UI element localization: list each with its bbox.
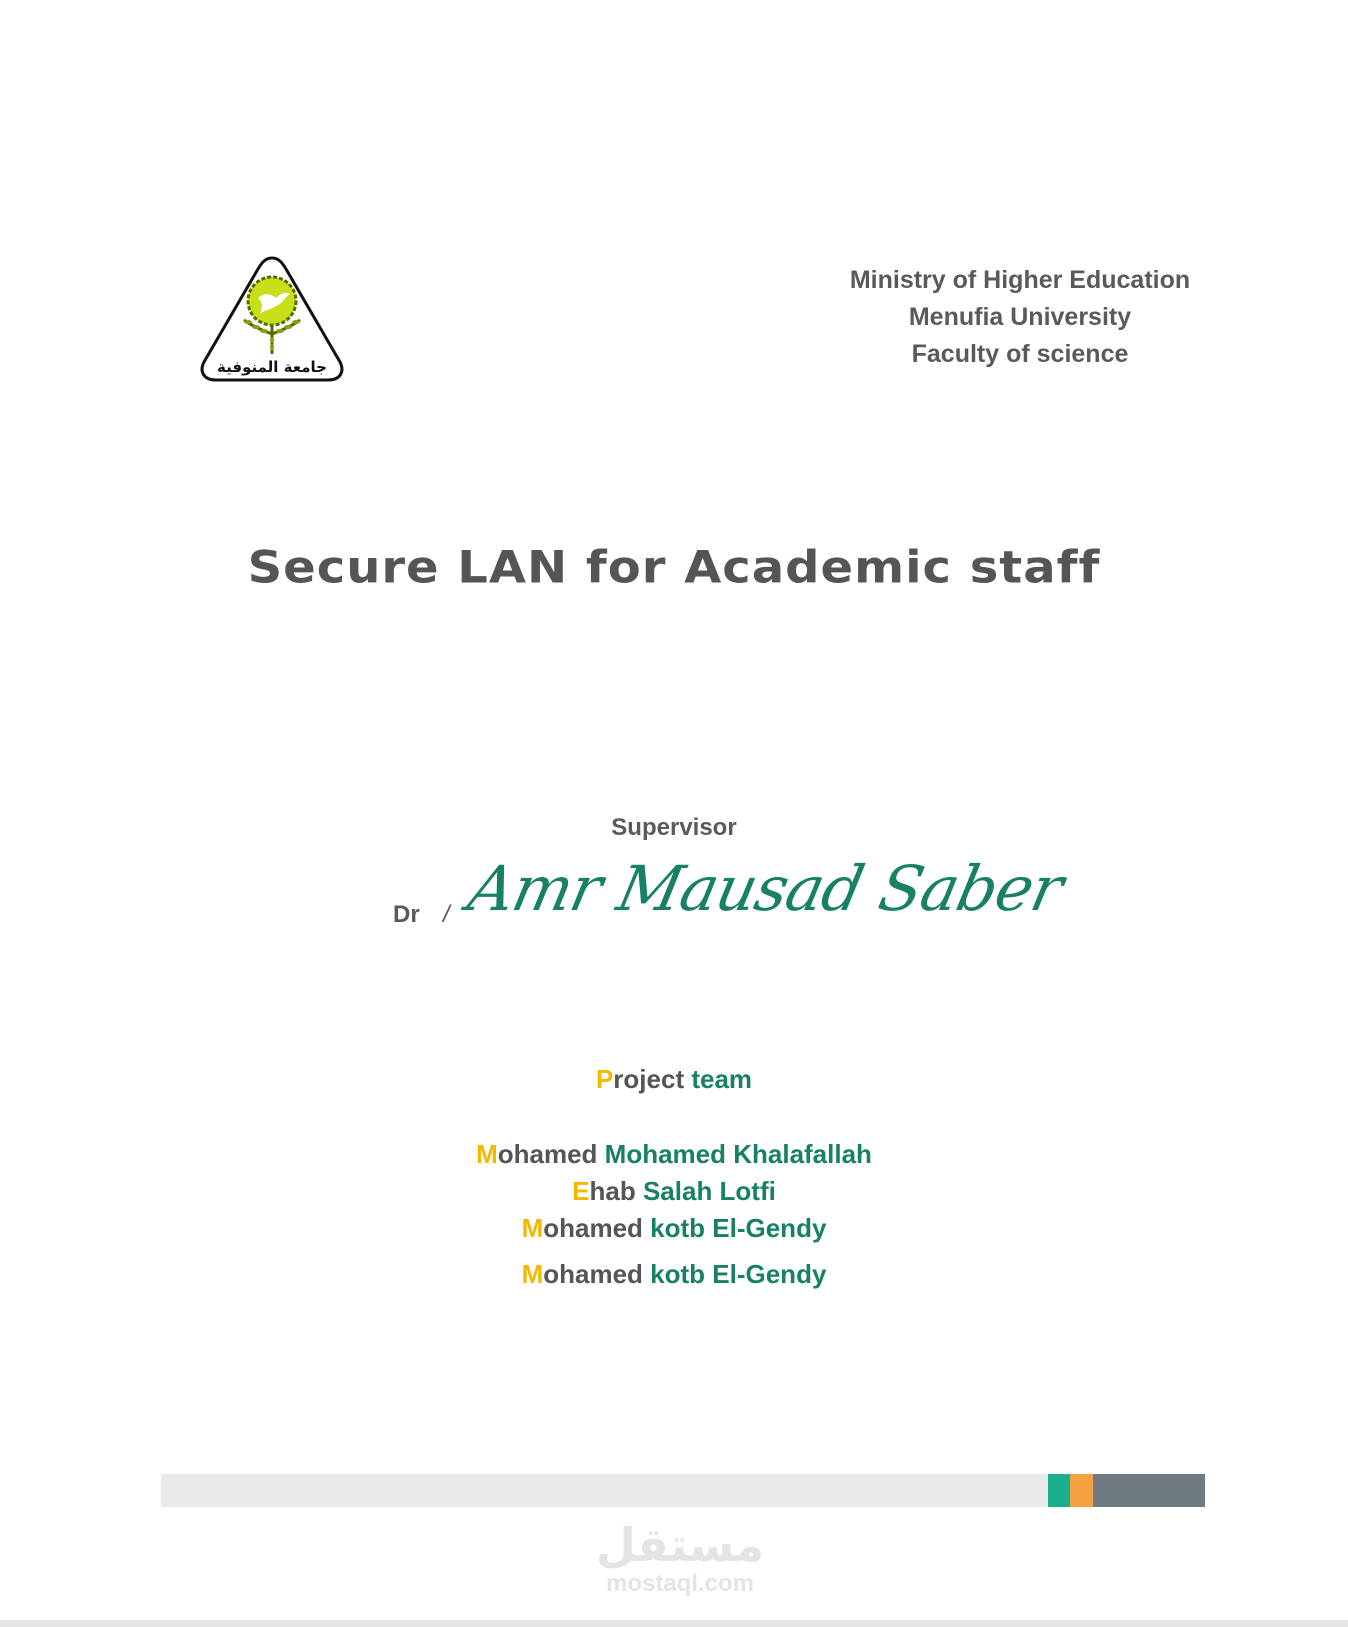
member-rest-name: kotb El-Gendy [650, 1213, 827, 1243]
bar-teal-segment [1048, 1474, 1070, 1507]
member-rest-name: Salah Lotfi [642, 1176, 776, 1206]
supervisor-separator: / [443, 901, 450, 928]
watermark-text: mostaql.com [605, 1570, 755, 1597]
bottom-page-edge [0, 1620, 1348, 1627]
logo-arabic-text: جامعة المنوفية [217, 358, 327, 376]
member-first-name: ohamed [497, 1139, 598, 1169]
footer-decorative-bar [161, 1474, 1205, 1507]
bar-orange-segment [1070, 1474, 1093, 1507]
supervisor-name: Amr Mausad Saber [462, 852, 1069, 925]
heading-first: roject [613, 1064, 685, 1094]
university-logo [198, 254, 346, 384]
member-initial: M [521, 1213, 544, 1243]
institution-block [820, 262, 1220, 373]
member-initial: M [476, 1139, 498, 1169]
bar-slate-segment [1093, 1474, 1205, 1507]
menufia-university-logo-icon [198, 254, 346, 384]
member-first-name: hab [589, 1176, 636, 1206]
team-member [0, 1173, 1348, 1210]
member-rest-name: Mohamed Khalafallah [604, 1139, 872, 1169]
supervisor-label: Supervisor [611, 814, 737, 841]
faculty-line: Faculty of science [911, 340, 1129, 368]
member-first-name: ohamed [543, 1259, 643, 1289]
ministry-line: Ministry of Higher Education [849, 266, 1191, 294]
university-line: Menufia University [908, 303, 1132, 331]
member-first-name: ohamed [543, 1213, 643, 1243]
watermark-arabic: مستقل [595, 1518, 765, 1572]
team-member [0, 1136, 1348, 1173]
project-team-heading [0, 1064, 1348, 1095]
team-member-list [0, 1136, 1348, 1293]
team-member [0, 1210, 1348, 1247]
member-initial: E [572, 1176, 590, 1206]
supervisor-prefix: Dr [393, 901, 420, 928]
document-title: Secure LAN for Academic staff [247, 542, 1101, 594]
heading-rest: team [691, 1064, 753, 1094]
team-member [0, 1256, 1348, 1293]
member-initial: M [521, 1259, 544, 1289]
heading-initial: P [595, 1064, 614, 1094]
member-rest-name: kotb El-Gendy [650, 1259, 827, 1289]
